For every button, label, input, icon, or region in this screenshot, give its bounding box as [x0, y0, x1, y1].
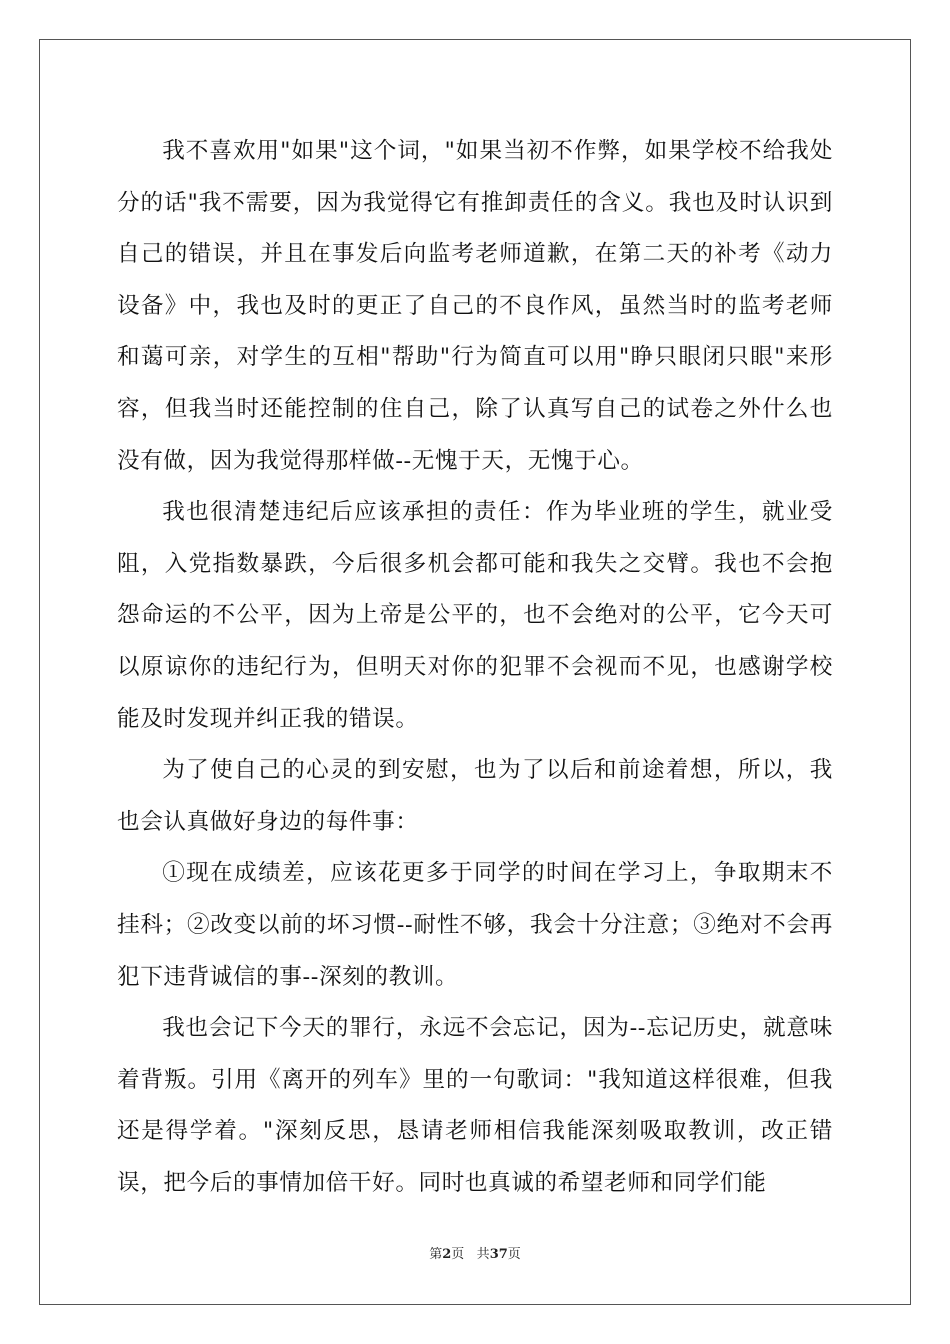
- page-number: 2: [442, 1247, 452, 1262]
- document-body: [117, 126, 833, 1209]
- paragraph-2: 我也很清楚违纪后应该承担的责任：作为毕业班的学生，就业受阻，入党指数暴跌，今后很多机会都可能和我失之交臂。我也不会抱怨命运的不公平，因为上帝是公平的，也不会绝对的公平，它今天可以原谅你的违纪行为，但明天对你的犯罪不会视而不见，也感谢学校能及时发现并纠正我的错误。: [117, 499, 833, 732]
- total-prefix: 共: [476, 1247, 490, 1262]
- total-pages: 37: [489, 1247, 508, 1262]
- total-suffix: 页: [507, 1247, 521, 1262]
- page-prefix: 第: [429, 1247, 443, 1262]
- paragraph-4: ①现在成绩差，应该花更多于同学的时间在学习上，争取期末不挂科；②改变以前的坏习惯--耐性不够，我会十分注意；③绝对不会再犯下违背诚信的事--深刻的教训。: [117, 860, 833, 990]
- page-suffix: 页: [451, 1247, 465, 1262]
- paragraph-3: 为了使自己的心灵的到安慰，也为了以后和前途着想，所以，我也会认真做好身边的每件事：: [117, 757, 833, 835]
- paragraph-5: 我也会记下今天的罪行，永远不会忘记，因为--忘记历史，就意味着背叛。引用《离开的列车》里的一句歌词："我知道这样很难，但我还是得学着。"深刻反思，恳请老师相信我能深刻吸取教训，改正错误，把今后的事情加倍干好。同时也真诚的希望老师和同学们能: [117, 1015, 833, 1196]
- paragraph-1: 我不喜欢用"如果"这个词，"如果当初不作弊，如果学校不给我处分的话"我不需要，因为我觉得它有推卸责任的含义。我也及时认识到自己的错误，并且在事发后向监考老师道歉，在第二天的补考《动力设备》中，我也及时的更正了自己的不良作风，虽然当时的监考老师和蔼可亲，对学生的互相"帮助"行为简直可以用"睁只眼闭只眼"来形容，但我当时还能控制的住自己，除了认真写自己的试卷之外什么也没有做，因为我觉得那样做--无愧于天，无愧于心。: [117, 138, 833, 474]
- page-footer: [0, 1243, 950, 1262]
